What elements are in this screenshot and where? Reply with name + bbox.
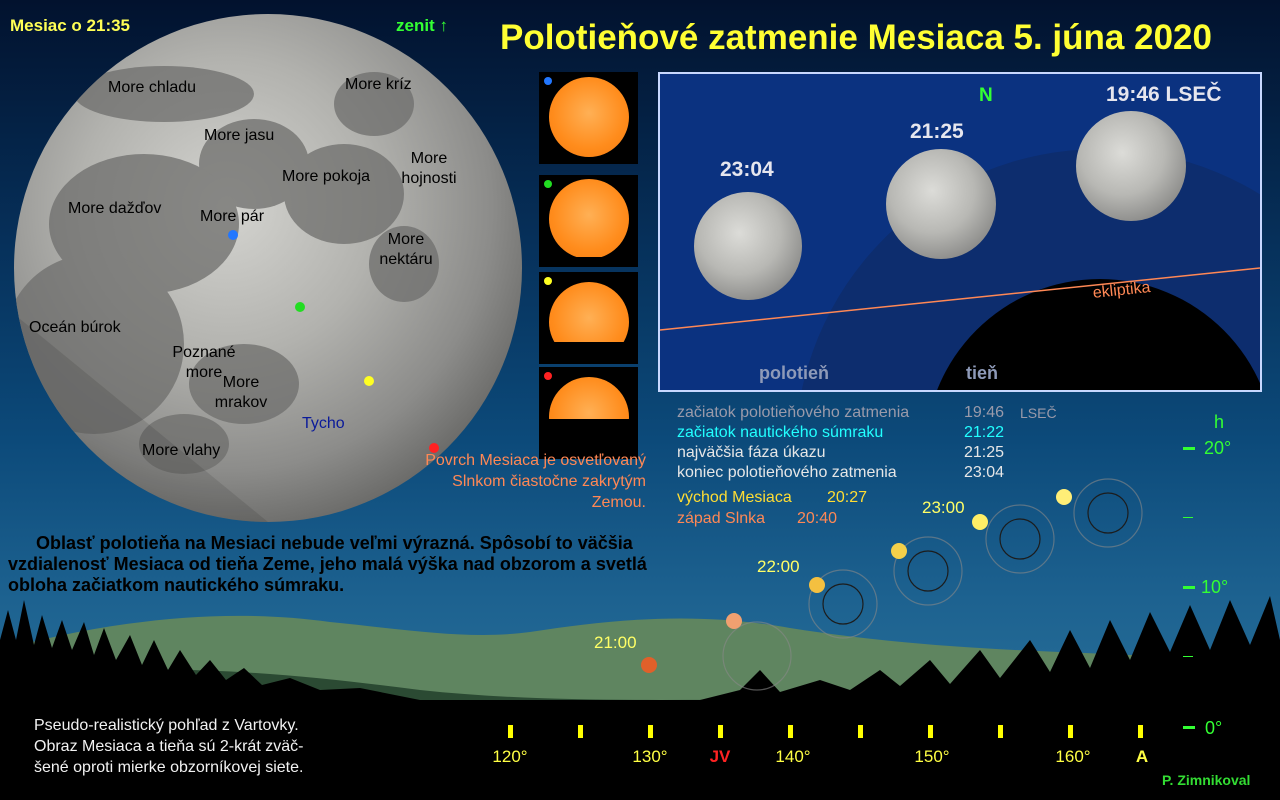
azimuth-tick-150 xyxy=(928,725,933,738)
shadow-ring-inner xyxy=(1088,493,1128,533)
sunset-label: západ Slnka xyxy=(677,510,766,527)
mare-tranquillitatis-label: More pokoja xyxy=(282,168,371,185)
ecliptic-label: ekliptika xyxy=(1092,278,1152,302)
azimuth-tick-135 xyxy=(718,725,723,738)
footer-note xyxy=(34,715,303,778)
altitude-label-10: 10° xyxy=(1201,577,1229,597)
mare-nectaris-label: More nektáru xyxy=(379,231,433,268)
azimuth-tick-165 xyxy=(1138,725,1143,738)
shadow-ring-outer xyxy=(723,622,791,690)
event-time: 19:46 xyxy=(964,404,1005,421)
azimuth-tick-125 xyxy=(578,725,583,738)
track-moon xyxy=(726,613,742,629)
shadow-ring-inner xyxy=(1000,519,1040,559)
tycho-label: Tycho xyxy=(302,415,345,432)
altitude-tick-5 xyxy=(1183,656,1193,657)
altitude-tick-20 xyxy=(1183,447,1195,450)
altitude-label-0: 0° xyxy=(1205,718,1223,738)
moonrise-time: 20:27 xyxy=(827,489,868,506)
time-label-1946: 19:46 LSEČ xyxy=(1106,83,1222,106)
time-label-2304: 23:04 xyxy=(720,158,774,181)
altitude-label-20: 20° xyxy=(1204,438,1232,458)
mare-frigoris-label: More chladu xyxy=(108,79,197,96)
azimuth-tick-140 xyxy=(788,725,793,738)
track-moon-2300 xyxy=(972,514,988,530)
mare-cognitum-label: Poznané more xyxy=(172,344,236,381)
shadow-ring-outer xyxy=(986,505,1054,573)
azimuth-label-160: 160° xyxy=(1055,747,1091,766)
event-time: 23:04 xyxy=(964,464,1005,481)
event-unit: LSEČ xyxy=(1020,405,1057,421)
mare-serenitatis-label: More jasu xyxy=(204,127,275,144)
azimuth-tick-145 xyxy=(858,725,863,738)
event-label: koniec polotieňového zatmenia xyxy=(677,464,897,481)
moonrise-label: východ Mesiaca xyxy=(677,489,792,506)
altitude-tick-15 xyxy=(1183,517,1193,518)
footer-line-1: Pseudo-realistický pohľad z Vartovky. xyxy=(34,717,299,734)
penumbra-label: polotieň xyxy=(759,363,829,383)
mare-crisium-label: More kríz xyxy=(345,76,412,93)
oceanus-procellarum-label: Oceán búrok xyxy=(29,319,121,336)
track-moon-2100 xyxy=(641,657,657,673)
azimuth-label-a: A xyxy=(1135,747,1149,766)
zenit-label: zenit ↑ xyxy=(396,16,448,35)
author-credit: P. Zimnikoval xyxy=(1162,772,1251,788)
azimuth-label-150: 150° xyxy=(914,747,950,766)
surface-note: Povrch Mesiaca je osvetľovaný Slnkom čiastočne zakrytým Zemou. xyxy=(425,452,646,511)
azimuth-label-120: 120° xyxy=(492,747,528,766)
moon-time-label: Mesiac o 21:35 xyxy=(10,16,131,35)
track-time-2200: 22:00 xyxy=(757,557,800,576)
mare-imbrium-label: More dažďov xyxy=(68,200,162,217)
azimuth-tick-130 xyxy=(648,725,653,738)
event-label: najväčšia fáza úkazu xyxy=(677,444,826,461)
umbra-label: tieň xyxy=(966,363,999,383)
azimuth-label-130: 130° xyxy=(632,747,668,766)
time-label-2125: 21:25 xyxy=(910,120,964,143)
mare-vaporum-label: More pár xyxy=(200,208,265,225)
azimuth-label-se: JV xyxy=(709,747,731,766)
sunset-time: 20:40 xyxy=(797,510,838,527)
altitude-unit: h xyxy=(1214,412,1225,432)
azimuth-tick-120 xyxy=(508,725,513,738)
track-moon xyxy=(891,543,907,559)
azimuth-label-140: 140° xyxy=(775,747,811,766)
azimuth-tick-155 xyxy=(998,725,1003,738)
track-time-2300: 23:00 xyxy=(922,498,965,517)
event-time: 21:22 xyxy=(964,424,1005,441)
track-moon xyxy=(1056,489,1072,505)
event-time: 21:25 xyxy=(964,444,1005,461)
shadow-ring-inner xyxy=(823,584,863,624)
page-title: Polotieňové zatmenie Mesiaca 5. júna 2020 xyxy=(500,18,1212,57)
track-time-2100: 21:00 xyxy=(594,633,637,652)
mare-humorum-label: More vlahy xyxy=(142,442,221,459)
description-note: Oblasť polotieňa na Mesiaci nebude veľmi výrazná. Spôsobí to väčšia vzdialenosť Mesiaca od tieňa Zeme, jeho malá výška nad obzorom a svetlá obloha začiatkom nautického súmraku. xyxy=(8,533,647,595)
track-moon-2200 xyxy=(809,577,825,593)
altitude-tick-0 xyxy=(1183,726,1195,729)
north-label: N xyxy=(979,85,993,106)
mare-nubium-label: More mrakov xyxy=(214,374,268,411)
mare-fecunditatis-label: More hojnosti xyxy=(401,150,457,187)
shadow-ring-inner xyxy=(908,551,948,591)
footer-line-3: šené oproti mierke obzorníkovej siete. xyxy=(34,759,304,776)
event-label: začiatok polotieňového zatmenia xyxy=(677,404,910,421)
event-label: začiatok nautického súmraku xyxy=(677,424,884,441)
azimuth-tick-160 xyxy=(1068,725,1073,738)
altitude-tick-10 xyxy=(1183,586,1195,589)
shadow-ring-outer xyxy=(1074,479,1142,547)
footer-line-2: Obraz Mesiaca a tieňa sú 2-krát zväč- xyxy=(34,738,304,755)
